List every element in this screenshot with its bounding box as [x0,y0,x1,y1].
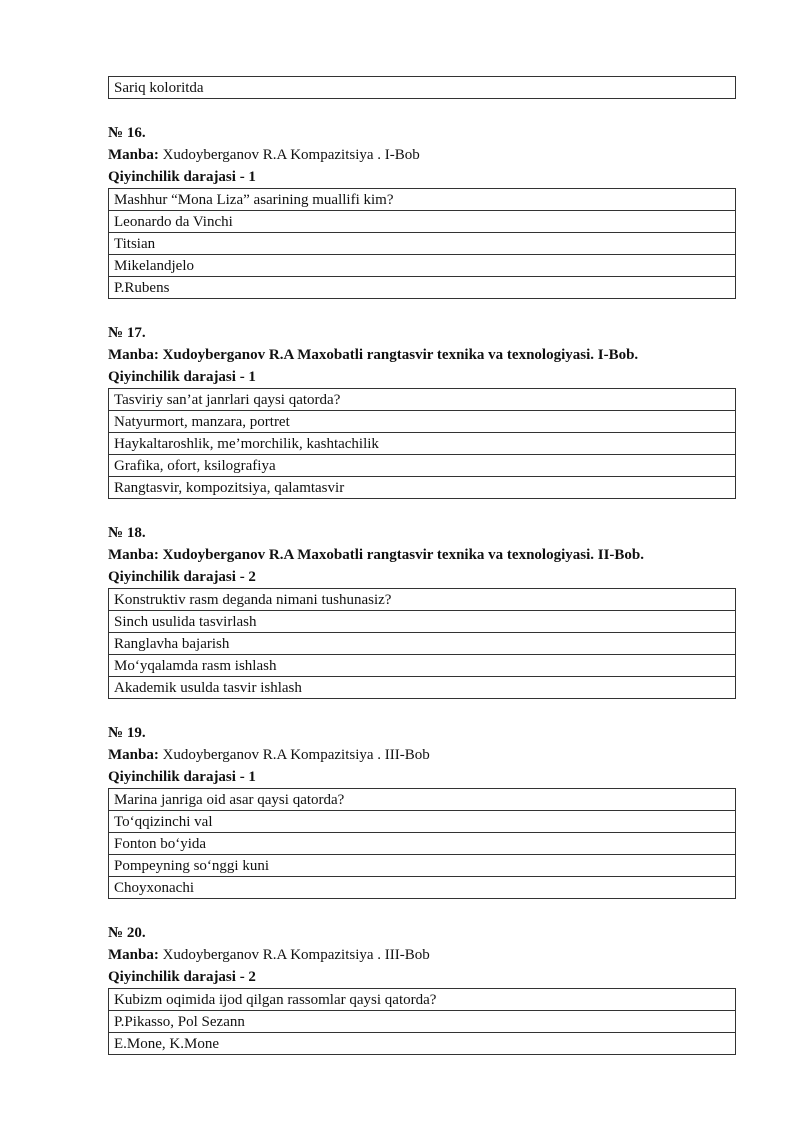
source-text: Xudoyberganov R.A Maxobatli rangtasvir texnika va texnologiyasi. I-Bob. [158,347,639,363]
option-cell: Choyxonachi [109,877,736,899]
question-table [108,388,736,499]
question-cell: Marina janriga oid asar qaysi qatorda? [109,789,736,811]
difficulty-level: Qiyinchilik darajasi - 2 [108,969,256,985]
option-cell: P.Pikasso, Pol Sezann [109,1011,736,1033]
option-cell: Ranglavha bajarish [109,633,736,655]
question-cell: Kubizm oqimida ijod qilgan rassomlar qaysi qatorda? [109,989,736,1011]
difficulty-level: Qiyinchilik darajasi - 1 [108,369,256,385]
source-line [108,544,736,566]
question-cell: Konstruktiv rasm deganda nimani tushunasiz? [109,589,736,611]
option-cell: P.Rubens [109,277,736,299]
source-line [108,744,736,766]
option-cell: Grafika, ofort, ksilografiya [109,455,736,477]
table-row [109,389,736,411]
table-row [109,411,736,433]
table-row [109,455,736,477]
table-row [109,989,736,1011]
source-line [108,944,736,966]
table-row [109,589,736,611]
option-cell: Titsian [109,233,736,255]
table-row [109,277,736,299]
table-row [109,1033,736,1055]
question-number: № 20. [108,925,146,941]
option-cell: Akademik usulda tasvir ishlash [109,677,736,699]
question-number: № 17. [108,325,146,341]
question-block [108,322,736,499]
table-row [109,811,736,833]
question-block [108,122,736,299]
source-text: Xudoyberganov R.A Kompazitsiya . I-Bob [158,147,420,163]
source-text: Xudoyberganov R.A Kompazitsiya . III-Bob [158,947,430,963]
table-row [109,655,736,677]
table-row [109,855,736,877]
question-block [108,922,736,1055]
table-row [109,611,736,633]
table-row [109,677,736,699]
option-cell: Pompeyning so‘nggi kuni [109,855,736,877]
answer-table-previous [108,76,736,99]
table-row [109,255,736,277]
source-label: Manba: [108,147,159,163]
source-label: Manba: [108,347,159,363]
table-row [109,211,736,233]
question-number: № 18. [108,525,146,541]
option-cell: Mikelandjelo [109,255,736,277]
table-row [109,633,736,655]
option-cell: E.Mone, K.Mone [109,1033,736,1055]
source-text: Xudoyberganov R.A Kompazitsiya . III-Bob [158,747,430,763]
source-label: Manba: [108,547,159,563]
question-list [108,122,736,1055]
question-cell: Mashhur “Mona Liza” asarining muallifi kim? [109,189,736,211]
question-number: № 19. [108,725,146,741]
option-cell: Natyurmort, manzara, portret [109,411,736,433]
option-cell: Sariq koloritda [109,77,736,99]
option-cell: Sinch usulida tasvirlash [109,611,736,633]
question-table [108,788,736,899]
table-row [109,1011,736,1033]
table-row [109,833,736,855]
table-row [109,233,736,255]
source-text: Xudoyberganov R.A Maxobatli rangtasvir texnika va texnologiyasi. II-Bob. [158,547,645,563]
question-table [108,588,736,699]
question-table [108,188,736,299]
difficulty-level: Qiyinchilik darajasi - 1 [108,769,256,785]
table-row [109,477,736,499]
document-page [108,76,736,1055]
table-row [109,77,736,99]
option-cell: Rangtasvir, kompozitsiya, qalamtasvir [109,477,736,499]
difficulty-level: Qiyinchilik darajasi - 1 [108,169,256,185]
table-row [109,877,736,899]
source-line [108,144,736,166]
table-row [109,433,736,455]
option-cell: Leonardo da Vinchi [109,211,736,233]
option-cell: Mo‘yqalamda rasm ishlash [109,655,736,677]
option-cell: Haykaltaroshlik, me’morchilik, kashtachilik [109,433,736,455]
question-number: № 16. [108,125,146,141]
source-line [108,344,736,366]
option-cell: To‘qqizinchi val [109,811,736,833]
question-block [108,522,736,699]
question-table [108,988,736,1055]
question-cell: Tasviriy san’at janrlari qaysi qatorda? [109,389,736,411]
source-label: Manba: [108,947,159,963]
question-block [108,722,736,899]
table-row [109,189,736,211]
option-cell: Fonton bo‘yida [109,833,736,855]
table-row [109,789,736,811]
difficulty-level: Qiyinchilik darajasi - 2 [108,569,256,585]
source-label: Manba: [108,747,159,763]
